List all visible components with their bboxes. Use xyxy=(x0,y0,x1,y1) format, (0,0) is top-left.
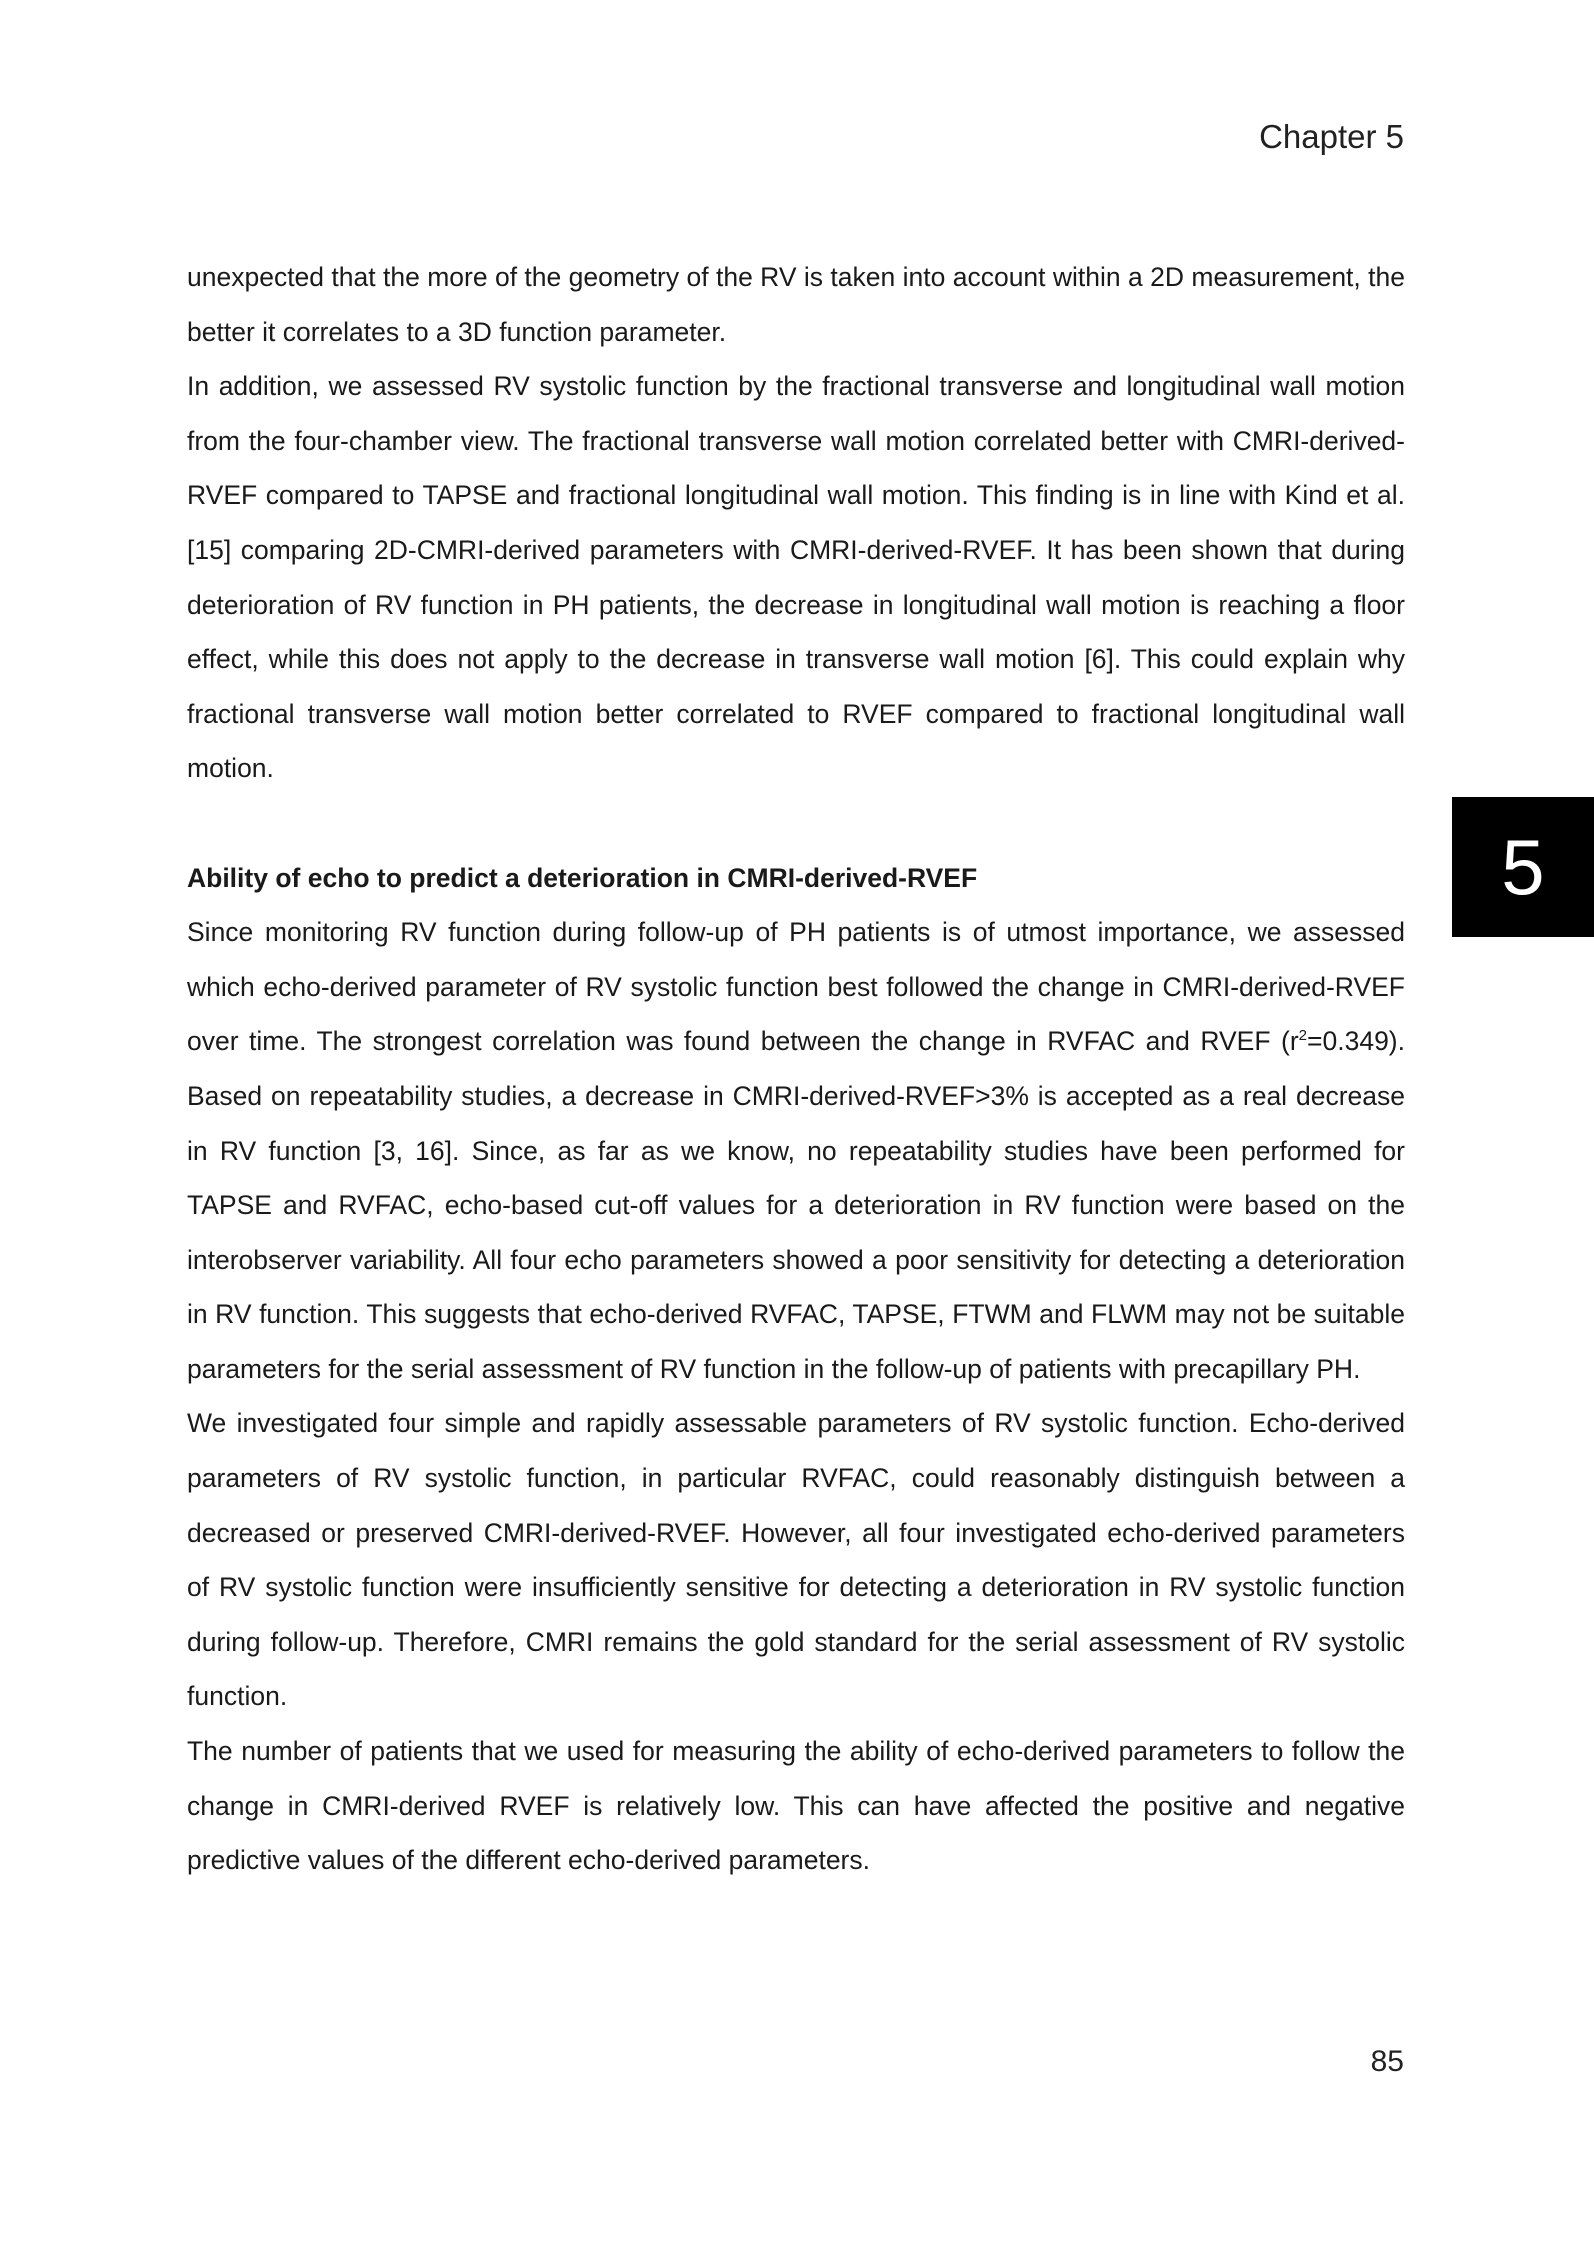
superscript-squared: 2 xyxy=(1298,1027,1308,1045)
running-header-chapter: Chapter 5 xyxy=(1259,118,1404,155)
main-text-column xyxy=(187,250,1405,1888)
paragraph-four-parameters: We investigated four simple and rapidly assessable parameters of RV systolic function. Echo-derived parameters of RV systolic function, in particular RVFAC, could reasonably distinguish between a decreased or preserved CMRI-derived-RVEF. However, all four investigated echo-derived parameters of RV systolic function were insufficiently sensitive for detecting a deterioration in RV systolic function during follow-up. Therefore, CMRI remains the gold standard for the serial assessment of RV systolic function. xyxy=(187,1408,1405,1712)
page-number: 85 xyxy=(1370,2045,1404,2078)
paragraph-follow-up-part2: =0.349). Based on repeatability studies, a decrease in CMRI-derived-RVEF>3% is accepted as a real decrease in RV function [3, 16]. Since, as far as we know, no repeatability studies have been performed for TAPSE and RVFAC, echo-based cut-off values for a deterioration in RV function were based on the interobserver variability. All four echo parameters showed a poor sensitivity for detecting a deterioration in RV function. This suggests that echo-derived RVFAC, TAPSE, FTWM and FLWM may not be suitable parameters for the serial assessment of RV function in the follow-up of patients with precapillary PH. xyxy=(187,1026,1405,1384)
paragraph-wall-motion: In addition, we assessed RV systolic function by the fractional transverse and longitudinal wall motion from the four-chamber view. The fractional transverse wall motion correlated better with CMRI-derived-RVEF compared to TAPSE and fractional longitudinal wall motion. This finding is in line with Kind et al. [15] comparing 2D-CMRI-derived parameters with CMRI-derived-RVEF. It has been shown that during deterioration of RV function in PH patients, the decrease in longitudinal wall motion is reaching a floor effect, while this does not apply to the decrease in transverse wall motion [6]. This could explain why fractional transverse wall motion better correlated to RVEF compared to fractional longitudinal wall motion. xyxy=(187,371,1405,784)
section-heading: Ability of echo to predict a deterioration in CMRI-derived-RVEF xyxy=(187,862,978,893)
paragraph-follow-up xyxy=(187,905,1405,1396)
chapter-thumb-tab: 5 xyxy=(1452,797,1594,937)
paragraph-continuation: unexpected that the more of the geometry of the RV is taken into account within a 2D measurement, the better it correlates to a 3D function parameter. xyxy=(187,262,1405,347)
paragraph-follow-up-part1: Since monitoring RV function during follow-up of PH patients is of utmost importance, we assessed which echo-derived parameter of RV systolic function best followed the change in CMRI-derived-RVEF over time. The strongest correlation was found between the change in RVFAC and RVEF (r xyxy=(187,917,1405,1057)
paragraph-limitations: The number of patients that we used for measuring the ability of echo-derived parameters to follow the change in CMRI-derived RVEF is relatively low. This can have affected the positive and negative predictive values of the different echo-derived parameters. xyxy=(187,1736,1405,1876)
section-spacer xyxy=(187,796,1405,851)
